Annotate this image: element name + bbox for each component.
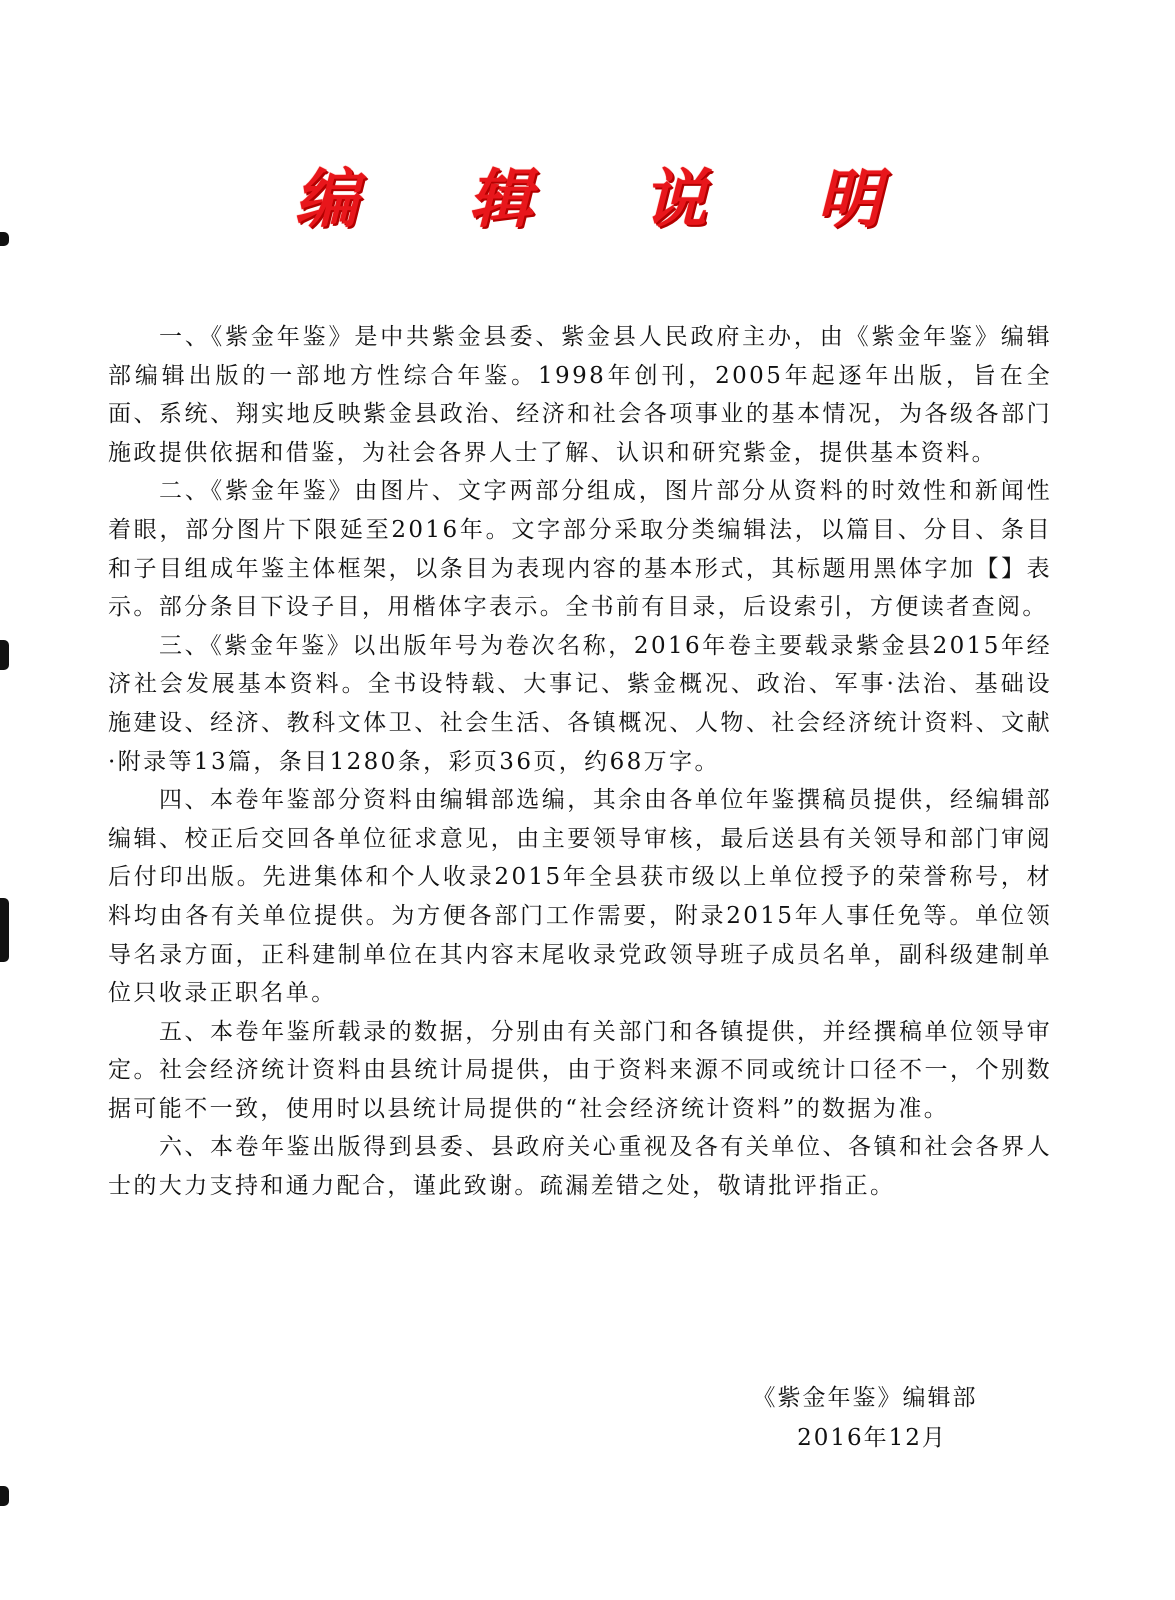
paragraph-3: 三、《紫金年鉴》以出版年号为卷次名称，2016年卷主要载录紫金县2015年经济社会发展基本资料。全书设特载、大事记、紫金概况、政治、军事·法治、基础设施建设、经济、教科文体卫、社会生活、各镇概况、人物、社会经济统计资料、文献·附录等13篇，条目1280条，彩页36页，约68万字。	[108, 632, 1052, 775]
paragraph-2: 二、《紫金年鉴》由图片、文字两部分组成，图片部分从资料的时效性和新闻性着眼，部分图片下限延至2016年。文字部分采取分类编辑法，以篇目、分目、条目和子目组成年鉴主体框架，以条目为表现内容的基本形式，其标题用黑体字加【】表示。部分条目下设子目，用楷体字表示。全书前有目录，后设索引，方便读者查阅。	[108, 478, 1052, 621]
signature-block	[720, 1378, 1010, 1458]
scan-edge-mark	[0, 232, 9, 246]
scan-edge-mark	[0, 640, 9, 670]
paragraph-5: 五、本卷年鉴所载录的数据，分别由有关部门和各镇提供，并经撰稿单位领导审定。社会经济统计资料由县统计局提供，由于资料来源不同或统计口径不一，个别数据可能不一致，使用时以县统计局提供的“社会经济统计资料”的数据为准。	[108, 1018, 1052, 1122]
paragraph-4: 四、本卷年鉴部分资料由编辑部选编，其余由各单位年鉴撰稿员提供，经编辑部编辑、校正后交回各单位征求意见，由主要领导审核，最后送县有关领导和部门审阅后付印出版。先进集体和个人收录2015年全县获市级以上单位授予的荣誉称号，材料均由各有关单位提供。为方便各部门工作需要，附录2015年人事任免等。单位领导名录方面，正科建制单位在其内容末尾收录党政领导班子成员名单，副科级建制单位只收录正职名单。	[108, 787, 1052, 1007]
page-title: 编 辑 说 明	[294, 162, 925, 237]
document-body	[108, 318, 1052, 1206]
signature-date: 2016年12月	[797, 1425, 947, 1451]
paragraph-6: 六、本卷年鉴出版得到县委、县政府关心重视及各有关单位、各镇和社会各界人士的大力支持和通力配合，谨此致谢。疏漏差错之处，敬请批评指正。	[108, 1134, 1052, 1200]
scan-edge-mark	[0, 1486, 9, 1506]
scan-edge-mark	[0, 898, 9, 962]
paragraph-1: 一、《紫金年鉴》是中共紫金县委、紫金县人民政府主办，由《紫金年鉴》编辑部编辑出版的一部地方性综合年鉴。1998年创刊，2005年起逐年出版，旨在全面、系统、翔实地反映紫金县政治、经济和社会各项事业的基本情况，为各级各部门施政提供依据和借鉴，为社会各界人士了解、认识和研究紫金，提供基本资料。	[108, 324, 1052, 466]
editor-signature: 《紫金年鉴》编辑部	[752, 1385, 978, 1411]
